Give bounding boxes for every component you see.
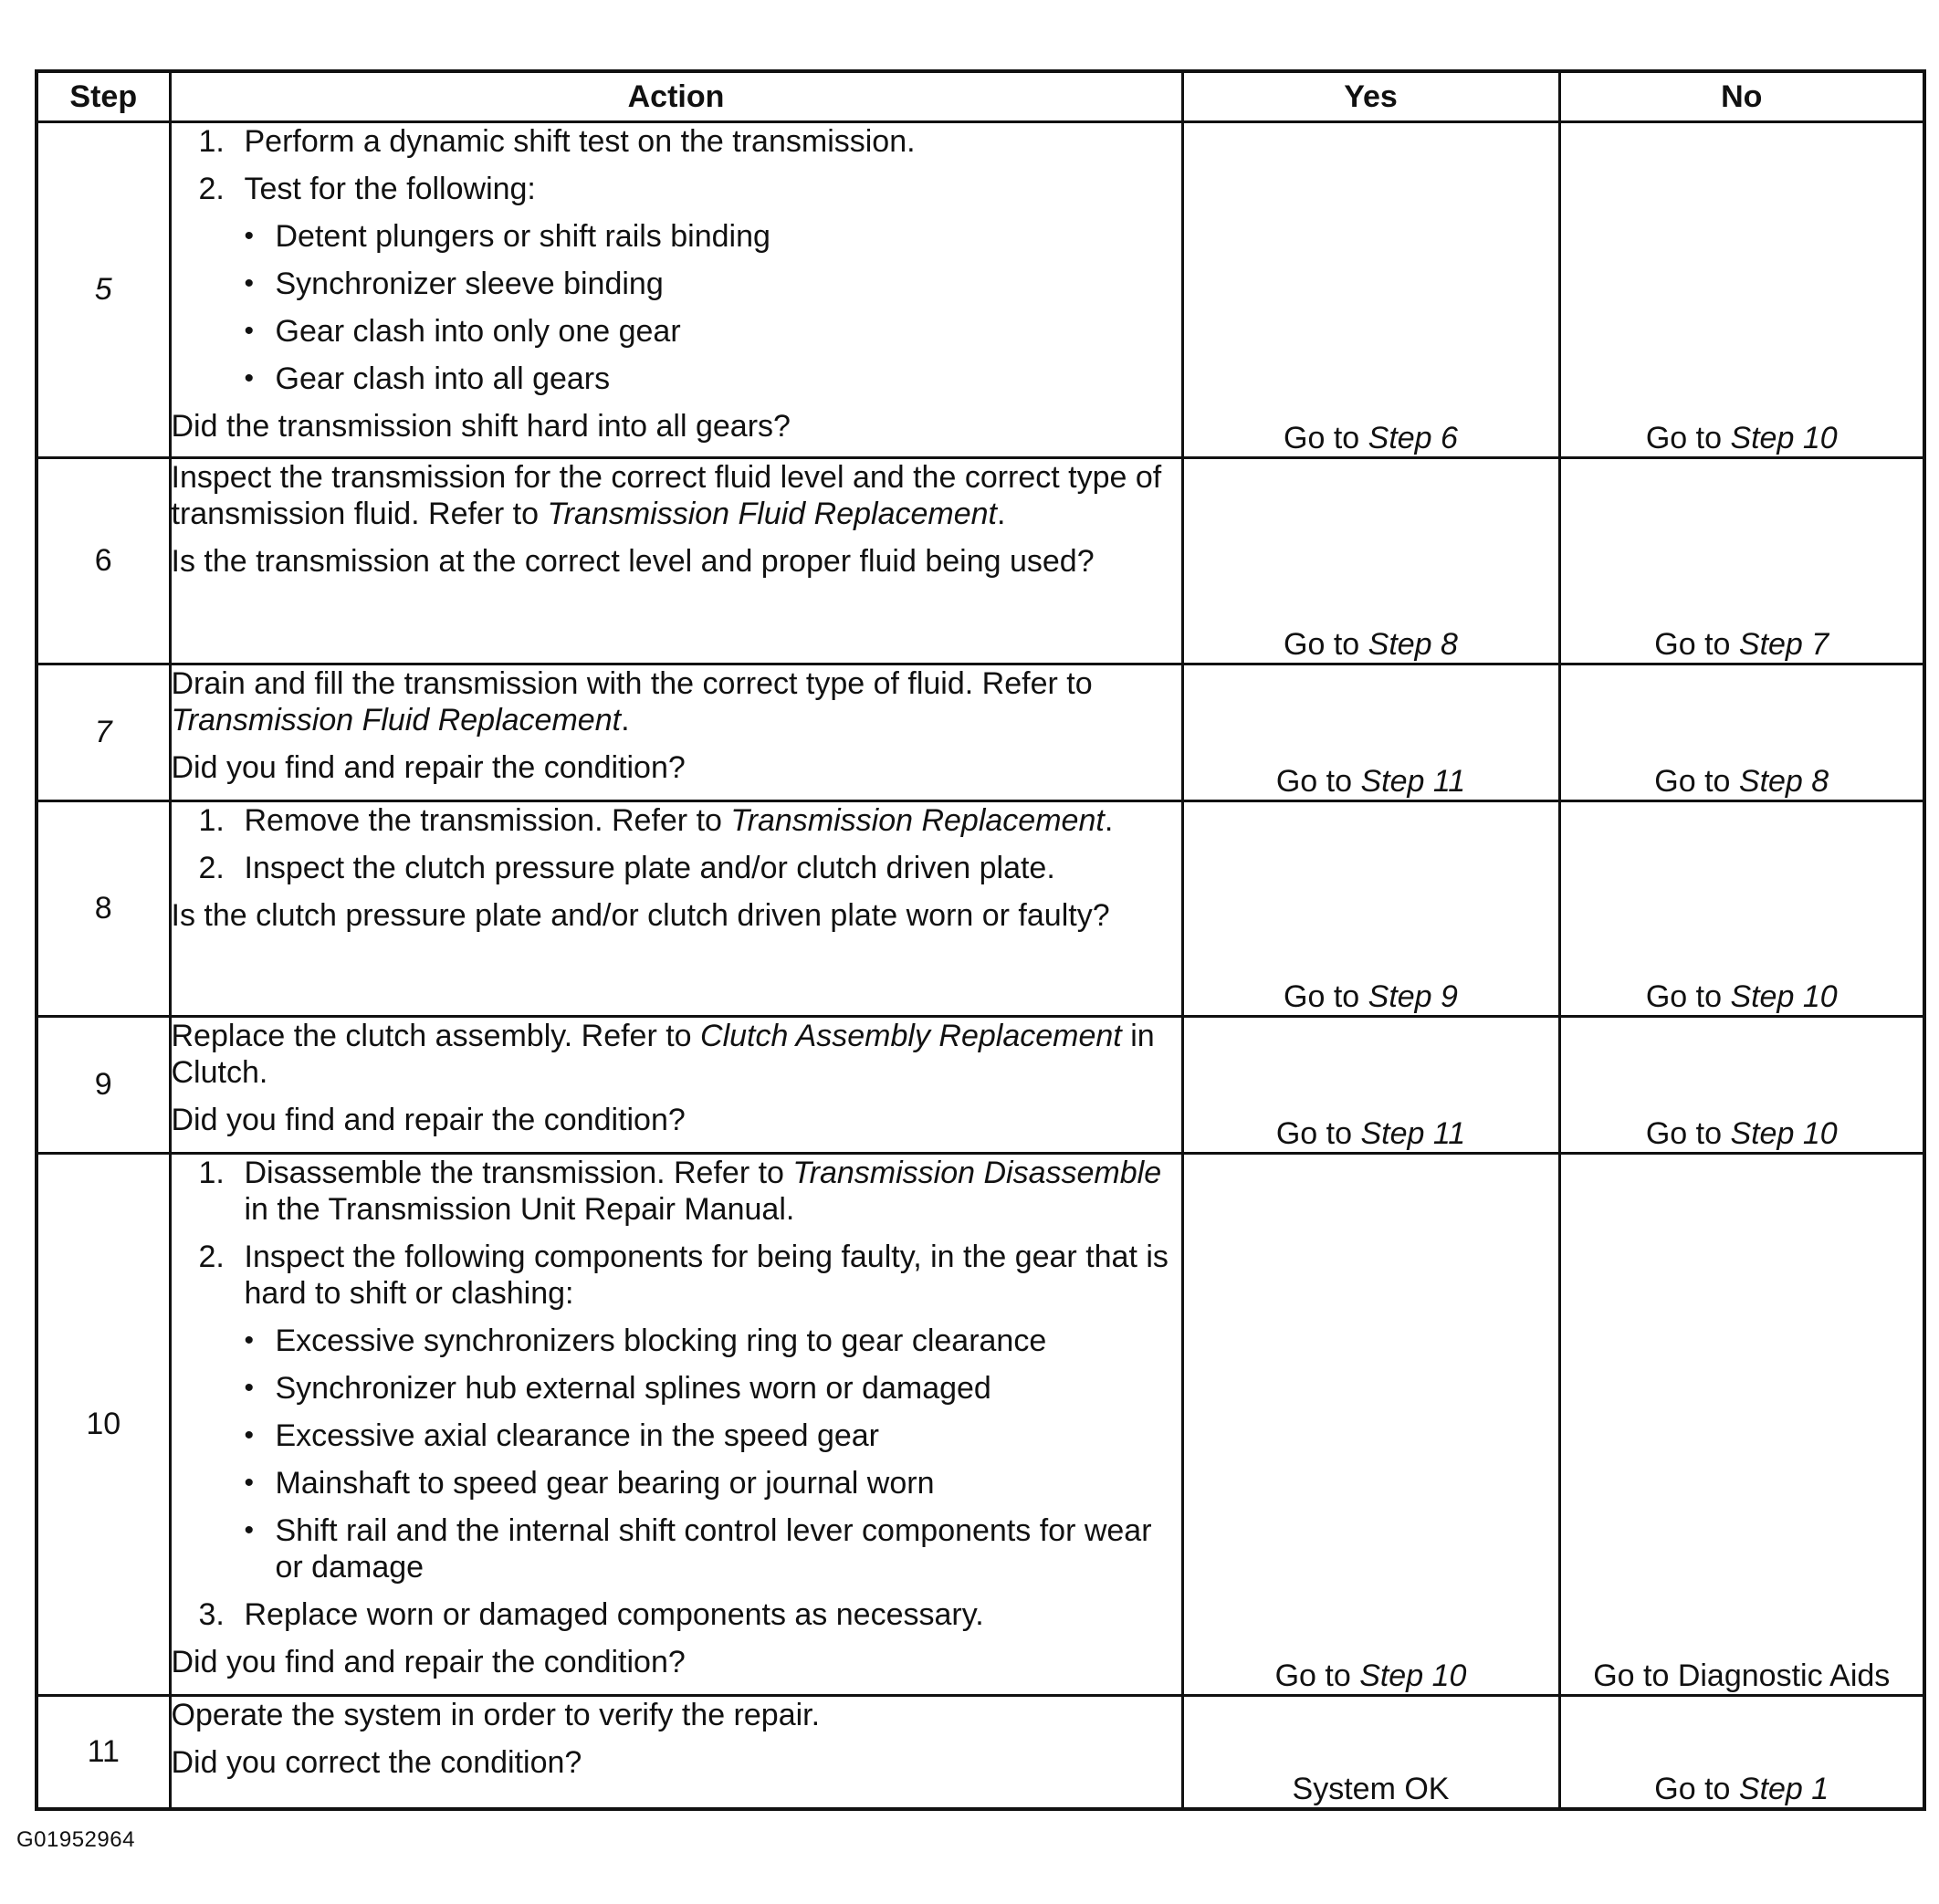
table-row xyxy=(37,458,1924,664)
step-link: Step 10 xyxy=(1730,1116,1838,1151)
table-row xyxy=(37,122,1924,458)
no-result: Go to Diagnostic Aids xyxy=(1559,1154,1924,1696)
yes-result: Go to Step 11 xyxy=(1182,1017,1559,1154)
step-number: 10 xyxy=(37,1154,170,1696)
bullet-icon: • xyxy=(244,221,255,251)
reference-link: Clutch Assembly Replacement xyxy=(700,1019,1122,1053)
step-number: 5 xyxy=(37,122,170,458)
action-question: Is the transmission at the correct level and proper fluid being used? xyxy=(171,544,1095,579)
header-step: Step xyxy=(37,71,170,122)
bullet-icon: • xyxy=(244,363,255,393)
numbered-item: 2. Inspect the following components for being faulty, in the gear that is hard to shift or clashing: xyxy=(198,1240,1169,1311)
table-header-row xyxy=(37,71,1924,122)
numbered-item: 2. Test for the following: xyxy=(198,172,536,206)
header-yes: Yes xyxy=(1182,71,1559,122)
numbered-item: 2. Inspect the clutch pressure plate and/or clutch driven plate. xyxy=(198,851,1055,885)
yes-result: Go to Step 10 xyxy=(1182,1154,1559,1696)
yes-result: Go to Step 11 xyxy=(1182,664,1559,801)
no-result: Go to Step 7 xyxy=(1559,458,1924,664)
action-question: Is the clutch pressure plate and/or clutch driven plate worn or faulty? xyxy=(171,898,1110,933)
step-link: Step 1 xyxy=(1738,1771,1829,1806)
action-question: Did you correct the condition? xyxy=(171,1745,582,1780)
step-link: Step 6 xyxy=(1368,421,1458,455)
action-cell xyxy=(170,1154,1182,1696)
numbered-item: 1. Disassemble the transmission. Refer to Transmission Disassemble in the Transmission Unit Repair Manual. xyxy=(198,1156,1162,1227)
action-text: Operate the system in order to verify the repair. xyxy=(171,1698,821,1732)
step-link: Step 11 xyxy=(1360,1116,1466,1151)
reference-link: Transmission Fluid Replacement xyxy=(547,497,997,531)
bullet-icon: • xyxy=(244,1325,255,1355)
reference-link: Transmission Replacement xyxy=(730,803,1105,838)
no-result: Go to Step 10 xyxy=(1559,122,1924,458)
bullet-item: • Excessive synchronizers blocking ring to gear clearance xyxy=(244,1323,1047,1358)
step-number: 9 xyxy=(37,1017,170,1154)
action-cell xyxy=(170,1017,1182,1154)
reference-link: Transmission Fluid Replacement xyxy=(171,703,622,738)
no-result: Go to Step 10 xyxy=(1559,1017,1924,1154)
header-no: No xyxy=(1559,71,1924,122)
step-link: Step 7 xyxy=(1738,627,1829,662)
numbered-item: 3. Replace worn or damaged components as necessary. xyxy=(198,1597,984,1632)
step-link: Step 10 xyxy=(1359,1658,1467,1693)
action-cell xyxy=(170,664,1182,801)
bullet-item: • Detent plungers or shift rails binding xyxy=(244,219,770,254)
step-number: 7 xyxy=(37,664,170,801)
step-link: Step 8 xyxy=(1738,764,1829,799)
bullet-item: • Excessive axial clearance in the speed gear xyxy=(244,1418,879,1453)
table-row xyxy=(37,1154,1924,1696)
bullet-icon: • xyxy=(244,268,255,298)
action-question: Did you find and repair the condition? xyxy=(171,750,686,785)
bullet-item: • Shift rail and the internal shift control lever components for wear or damage xyxy=(244,1513,1152,1585)
step-link: Step 8 xyxy=(1368,627,1458,662)
step-link: Step 9 xyxy=(1368,979,1458,1014)
yes-result: System OK xyxy=(1182,1696,1559,1809)
bullet-icon: • xyxy=(244,1373,255,1403)
bullet-item: • Gear clash into only one gear xyxy=(244,314,681,349)
action-question: Did you find and repair the condition? xyxy=(171,1645,686,1679)
bullet-item: • Gear clash into all gears xyxy=(244,361,611,396)
bullet-item: • Mainshaft to speed gear bearing or journal worn xyxy=(244,1466,935,1501)
table-row xyxy=(37,801,1924,1017)
action-text: Replace the clutch assembly. Refer to Clutch Assembly Replacement in Clutch. xyxy=(171,1019,1155,1090)
step-number: 11 xyxy=(37,1696,170,1809)
header-action: Action xyxy=(170,71,1182,122)
action-text: Drain and fill the transmission with the correct type of fluid. Refer to Transmission Fluid Replacement. xyxy=(171,666,1093,738)
bullet-icon: • xyxy=(244,316,255,346)
table-row xyxy=(37,1017,1924,1154)
action-text: Inspect the transmission for the correct fluid level and the correct type of transmission fluid. Refer to Transmission Fluid Replacement. xyxy=(171,460,1162,531)
table-row xyxy=(37,664,1924,801)
yes-result: Go to Step 6 xyxy=(1182,122,1559,458)
no-result: Go to Step 1 xyxy=(1559,1696,1924,1809)
action-cell xyxy=(170,1696,1182,1809)
bullet-item: • Synchronizer hub external splines worn or damaged xyxy=(244,1371,991,1406)
action-question: Did you find and repair the condition? xyxy=(171,1103,686,1137)
step-number: 8 xyxy=(37,801,170,1017)
numbered-item: 1. Remove the transmission. Refer to Transmission Replacement. xyxy=(198,803,1114,838)
bullet-icon: • xyxy=(244,1515,255,1545)
action-cell xyxy=(170,122,1182,458)
bullet-icon: • xyxy=(244,1420,255,1450)
step-link: Step 10 xyxy=(1730,979,1838,1014)
yes-result: Go to Step 8 xyxy=(1182,458,1559,664)
no-result: Go to Step 8 xyxy=(1559,664,1924,801)
numbered-item: 1. Perform a dynamic shift test on the transmission. xyxy=(198,124,916,159)
step-link: Step 11 xyxy=(1360,764,1466,799)
bullet-item: • Synchronizer sleeve binding xyxy=(244,267,664,301)
bullet-icon: • xyxy=(244,1468,255,1498)
step-link: Step 10 xyxy=(1730,421,1838,455)
action-cell xyxy=(170,801,1182,1017)
yes-result: Go to Step 9 xyxy=(1182,801,1559,1017)
reference-link: Transmission Disassemble xyxy=(792,1156,1162,1190)
step-number: 6 xyxy=(37,458,170,664)
figure-id: G01952964 xyxy=(16,1827,135,1852)
action-cell xyxy=(170,458,1182,664)
action-question: Did the transmission shift hard into all gears? xyxy=(171,409,791,444)
no-result: Go to Step 10 xyxy=(1559,801,1924,1017)
table-row xyxy=(37,1696,1924,1809)
diagnostic-table xyxy=(35,69,1926,1811)
